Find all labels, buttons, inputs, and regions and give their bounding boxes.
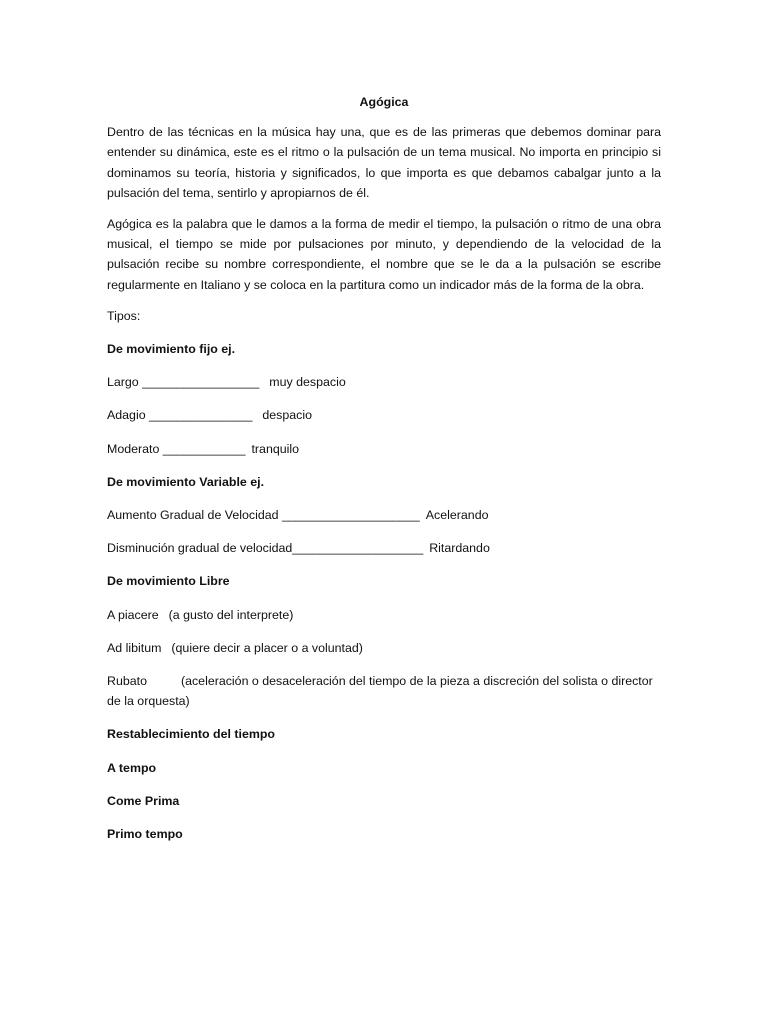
fijo-heading: De movimiento fijo ej. bbox=[107, 342, 236, 357]
libre-item-rubato bbox=[107, 671, 661, 711]
fijo-meaning: despacio bbox=[262, 408, 312, 423]
variable-item-acelerando bbox=[107, 505, 661, 525]
libre-term: A piacere bbox=[107, 607, 159, 622]
fijo-item-moderato bbox=[107, 439, 661, 459]
intro-paragraph: Dentro de las técnicas en la música hay una, que es de las primeras que debemos dominar para entender su dinámica, este es el ritmo o la pulsación de un tema musical. No importa en principio si dominamos su teoría, historia y significados, lo que importa es que debamos cabalgar junto a la pulsación del tema, sentirlo y apropiarnos de él. bbox=[107, 125, 661, 200]
fijo-item-largo bbox=[107, 372, 661, 392]
libre-meaning: (a gusto del interprete) bbox=[168, 607, 294, 622]
restablecimiento-item: A tempo bbox=[107, 760, 157, 775]
tipos-label: Tipos: bbox=[107, 308, 141, 323]
variable-meaning: Ritardando bbox=[429, 541, 490, 556]
restablecimiento-item: Primo tempo bbox=[107, 827, 183, 842]
restablecimiento-heading: Restablecimiento del tiempo bbox=[107, 727, 275, 742]
variable-heading: De movimiento Variable ej. bbox=[107, 474, 265, 489]
fijo-term: Adagio _______________ bbox=[107, 408, 253, 423]
fijo-meaning: muy despacio bbox=[269, 375, 346, 390]
fijo-meaning: tranquilo bbox=[251, 441, 300, 456]
restablecimiento-item: Come Prima bbox=[107, 793, 180, 808]
libre-meaning: (aceleración o desaceleración del tiempo de la pieza a discreción del solista o director de la orquesta) bbox=[107, 674, 653, 709]
fijo-term: Largo _________________ bbox=[107, 375, 260, 390]
variable-term: Aumento Gradual de Velocidad ____________________ bbox=[107, 508, 420, 523]
variable-item-ritardando bbox=[107, 538, 661, 558]
document-page bbox=[107, 92, 661, 857]
definition-paragraph: Agógica es la palabra que le damos a la forma de medir el tiempo, la pulsación o ritmo de una obra musical, el tiempo se mide por pulsaciones por minuto, y dependiendo de la velocidad de la pulsación recibe su nombre correspondiente, el nombre que se le da a la pulsación se escribe regularmente en Italiano y se coloca en la partitura como un indicador más de la forma de la obra. bbox=[107, 217, 661, 292]
libre-meaning: (quiere decir a placer o a voluntad) bbox=[171, 640, 363, 655]
variable-term: Disminución gradual de velocidad___________________ bbox=[107, 541, 424, 556]
fijo-term: Moderato ____________ bbox=[107, 441, 246, 456]
libre-term: Rubato bbox=[107, 674, 147, 689]
libre-heading: De movimiento Libre bbox=[107, 574, 230, 589]
libre-term: Ad libitum bbox=[107, 640, 162, 655]
libre-item-piacere bbox=[107, 605, 661, 625]
variable-meaning: Acelerando bbox=[425, 508, 489, 523]
fijo-item-adagio bbox=[107, 405, 661, 425]
libre-item-libitum bbox=[107, 638, 661, 658]
document-title: Agógica bbox=[359, 95, 409, 109]
